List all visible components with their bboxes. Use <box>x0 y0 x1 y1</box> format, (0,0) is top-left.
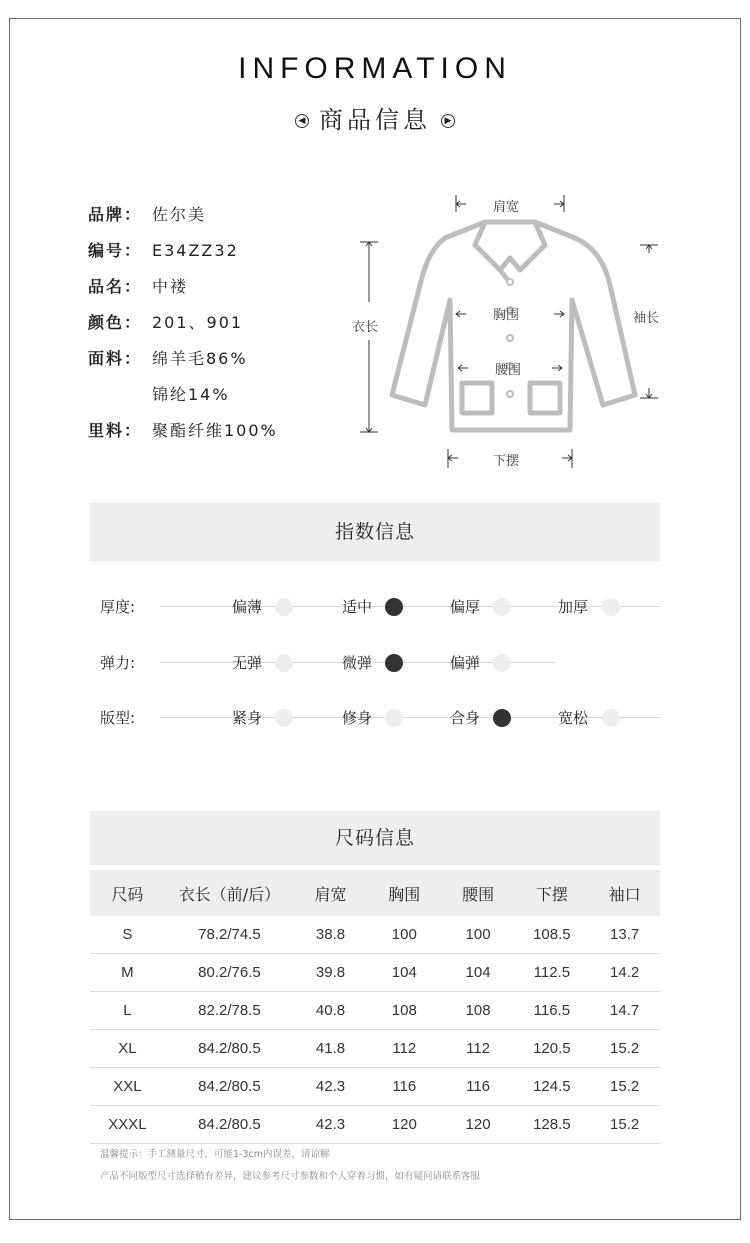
index-section-title: 指数信息 <box>90 503 660 561</box>
cell-shoulder: 42.3 <box>294 1068 367 1106</box>
label-hem: 下摆 <box>493 454 520 469</box>
cell-hem: 120.5 <box>514 1030 589 1068</box>
cell-waist: 112 <box>442 1030 515 1068</box>
cell-cuff: 14.7 <box>589 992 660 1030</box>
spec-fabric <box>88 346 248 369</box>
table-row <box>90 1030 660 1068</box>
index-row-thickness <box>0 592 750 622</box>
column-header: 胸围 <box>367 870 442 916</box>
column-header: 肩宽 <box>294 870 367 916</box>
option-dot <box>275 654 293 672</box>
column-header: 袖口 <box>589 870 660 916</box>
cell-length: 82.2/78.5 <box>165 992 294 1030</box>
cell-length: 80.2/76.5 <box>165 954 294 992</box>
cell-hem: 116.5 <box>514 992 589 1030</box>
column-header: 尺码 <box>90 870 165 916</box>
table-row <box>90 1106 660 1144</box>
spec-value: 聚酯纤维100% <box>152 421 278 440</box>
spec-key: 颜色： <box>88 313 143 332</box>
option-label: 偏薄 <box>232 598 263 616</box>
column-header: 衣长（前/后） <box>165 870 294 916</box>
cell-length: 84.2/80.5 <box>165 1106 294 1144</box>
cell-chest: 100 <box>367 916 442 954</box>
label-shoulder: 肩宽 <box>493 200 520 215</box>
cell-hem: 128.5 <box>514 1106 589 1144</box>
cell-size: S <box>90 916 165 954</box>
option-label: 偏弹 <box>450 654 481 672</box>
option-label: 修身 <box>342 709 373 727</box>
cell-chest: 112 <box>367 1030 442 1068</box>
spec-key: 品牌： <box>88 205 143 224</box>
title-chinese <box>0 100 750 135</box>
spec-brand <box>88 202 206 225</box>
index-row-fit <box>0 703 750 733</box>
spec-value: 佐尔美 <box>152 205 207 224</box>
option-dot <box>275 709 293 727</box>
cell-waist: 116 <box>442 1068 515 1106</box>
size-table <box>90 870 660 1144</box>
cell-size: XXXL <box>90 1106 165 1144</box>
cell-waist: 104 <box>442 954 515 992</box>
cell-chest: 104 <box>367 954 442 992</box>
option-dot <box>275 598 293 616</box>
spec-code <box>88 238 239 261</box>
cell-shoulder: 39.8 <box>294 954 367 992</box>
note-fit-advice: 产品不同版型尺寸选择稍有差异，建议参考尺寸参数和个人穿着习惯，如有疑问请联系客服 <box>100 1171 481 1182</box>
cell-waist: 120 <box>442 1106 515 1144</box>
cell-cuff: 14.2 <box>589 954 660 992</box>
cell-size: XXL <box>90 1068 165 1106</box>
option-dot <box>493 654 511 672</box>
cell-size: XL <box>90 1030 165 1068</box>
cell-length: 84.2/80.5 <box>165 1030 294 1068</box>
cell-cuff: 15.2 <box>589 1030 660 1068</box>
spec-key: 面料： <box>88 349 143 368</box>
cell-chest: 120 <box>367 1106 442 1144</box>
spec-lining <box>88 418 278 441</box>
index-row-elasticity <box>0 648 750 678</box>
spec-name <box>88 274 188 297</box>
label-chest: 胸围 <box>493 308 520 323</box>
column-header: 下摆 <box>514 870 589 916</box>
size-table-header <box>90 870 660 916</box>
spec-value: E34ZZ32 <box>152 241 239 260</box>
option-dot-selected <box>385 598 403 616</box>
option-label: 无弹 <box>232 654 263 672</box>
option-dot <box>493 598 511 616</box>
spec-color <box>88 310 243 333</box>
table-row <box>90 954 660 992</box>
label-sleeve: 袖长 <box>633 311 660 326</box>
option-label: 合身 <box>450 709 481 727</box>
title-english: INFORMATION <box>238 52 512 85</box>
spec-value: 锦纶14% <box>152 385 230 404</box>
note-measurement: 温馨提示：手工测量尺寸，可能1-3cm内误差，请谅解 <box>100 1149 330 1160</box>
cell-cuff: 15.2 <box>589 1068 660 1106</box>
table-row <box>90 992 660 1030</box>
cell-shoulder: 40.8 <box>294 992 367 1030</box>
coat-outline-icon <box>340 190 680 480</box>
option-dot <box>602 598 620 616</box>
option-label: 加厚 <box>558 598 589 616</box>
cell-size: L <box>90 992 165 1030</box>
spec-key: 编号： <box>88 241 143 260</box>
spec-key: 里料： <box>88 421 143 440</box>
title-chinese-text: 商品信息 <box>319 106 431 134</box>
cell-shoulder: 42.3 <box>294 1106 367 1144</box>
cell-cuff: 15.2 <box>589 1106 660 1144</box>
label-length: 衣长 <box>352 320 379 335</box>
option-label: 微弹 <box>342 654 373 672</box>
cell-waist: 100 <box>442 916 515 954</box>
spec-fabric-2 <box>88 382 230 405</box>
index-label: 版型: <box>100 709 136 727</box>
option-label: 偏厚 <box>450 598 481 616</box>
cell-hem: 124.5 <box>514 1068 589 1106</box>
cell-chest: 116 <box>367 1068 442 1106</box>
option-label: 适中 <box>342 598 373 616</box>
table-row <box>90 916 660 954</box>
cell-length: 78.2/74.5 <box>165 916 294 954</box>
option-dot-selected <box>493 709 511 727</box>
cell-size: M <box>90 954 165 992</box>
cell-waist: 108 <box>442 992 515 1030</box>
index-label: 弹力: <box>100 654 136 672</box>
cell-length: 84.2/80.5 <box>165 1068 294 1106</box>
spec-value: 绵羊毛86% <box>152 349 248 368</box>
table-row <box>90 1068 660 1106</box>
option-label: 宽松 <box>558 709 589 727</box>
column-header: 腰围 <box>442 870 515 916</box>
cell-cuff: 13.7 <box>589 916 660 954</box>
cell-shoulder: 41.8 <box>294 1030 367 1068</box>
spec-value: 中褛 <box>152 277 189 296</box>
spec-value: 201、901 <box>152 313 244 332</box>
spec-key: 品名： <box>88 277 143 296</box>
arrow-right-icon: ▶ <box>441 114 455 128</box>
cell-shoulder: 38.8 <box>294 916 367 954</box>
label-waist: 腰围 <box>495 363 522 378</box>
size-section-title: 尺码信息 <box>90 811 660 865</box>
option-label: 紧身 <box>232 709 263 727</box>
cell-hem: 108.5 <box>514 916 589 954</box>
option-dot <box>385 709 403 727</box>
cell-hem: 112.5 <box>514 954 589 992</box>
index-label: 厚度: <box>100 598 136 616</box>
cell-chest: 108 <box>367 992 442 1030</box>
arrow-left-icon: ◀ <box>295 114 309 128</box>
option-dot <box>602 709 620 727</box>
option-dot-selected <box>385 654 403 672</box>
garment-diagram <box>340 190 680 480</box>
